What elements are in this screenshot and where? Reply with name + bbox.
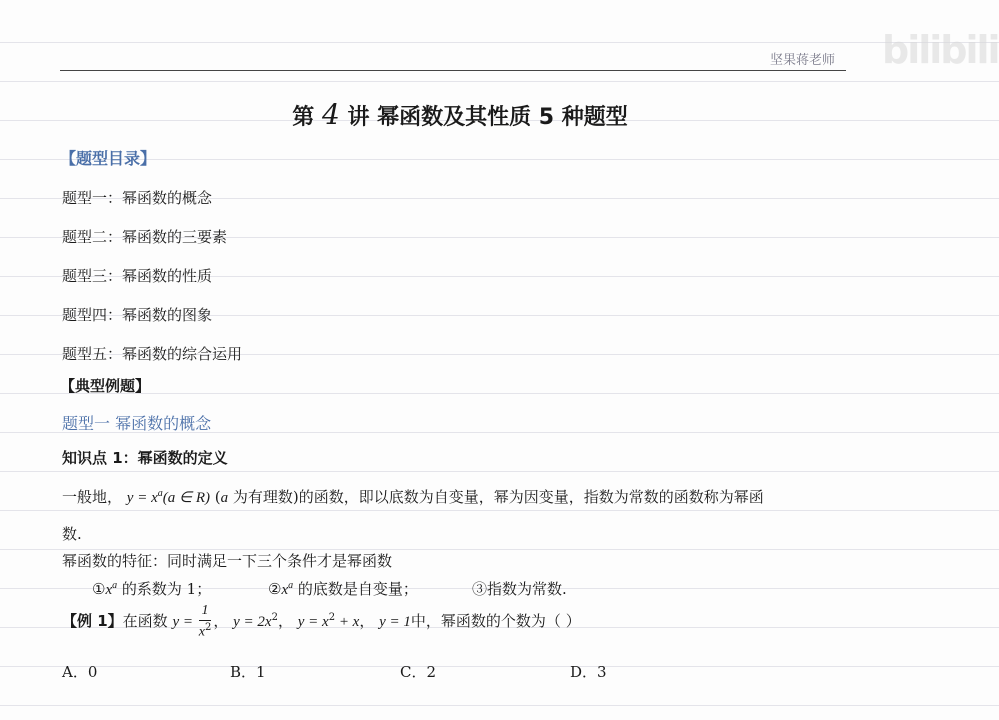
option-b: B．1 [230, 663, 266, 681]
denominator-exp: 2 [204, 622, 212, 633]
example-1-question: 中，幂函数的个数为（ ） [410, 611, 581, 630]
catalog-item-3: 题型三：幂函数的性质 [62, 267, 213, 285]
catalog-item-4: 题型四：幂函数的图象 [62, 306, 213, 324]
knowledge-point: 知识点 1：幂函数的定义 [62, 449, 228, 467]
condition-3: ③指数为常数. [472, 580, 567, 598]
example-1 [62, 604, 581, 640]
condition-1-mark: ① [92, 580, 106, 598]
condition-2-x: x [281, 582, 289, 598]
definition-intro: 一般地， [62, 488, 123, 506]
condition-2 [268, 578, 418, 599]
denominator-x: x [198, 624, 205, 640]
separator-2: ， [277, 611, 293, 630]
formula-eq: = [133, 490, 152, 506]
function-2-exp: 2 [271, 611, 278, 623]
option-c: C．2 [400, 663, 437, 681]
example-1-label: 【例 1】 [62, 611, 123, 630]
example-1-lead: 在函数 [122, 611, 168, 630]
formula-y: y [126, 490, 134, 506]
condition-2-mark: ② [268, 580, 282, 598]
paren-variable: a [220, 490, 229, 506]
condition-1-exp: a [112, 580, 118, 591]
function-2: y = 2x [233, 613, 272, 630]
condition-1-x: x [105, 582, 113, 598]
separator-3: ， [359, 611, 375, 630]
function-3-a: y = x [297, 613, 329, 630]
option-d: D．3 [570, 663, 607, 681]
fraction-denominator [199, 621, 212, 640]
function-1-fraction [199, 604, 212, 640]
definition-line [62, 486, 764, 507]
definition-continuation: 数. [62, 525, 82, 543]
title-prefix: 第 [292, 105, 315, 130]
title-suffix: 讲 幂函数及其性质 5 种题型 [347, 105, 628, 130]
paren-open: ( [210, 488, 221, 506]
function-3-exp: 2 [328, 611, 336, 623]
condition-1 [92, 578, 211, 599]
function-1-y: y = [172, 613, 197, 630]
separator-1: ， [213, 611, 229, 630]
teacher-name: 坚果蒋老师 [770, 52, 836, 67]
function-3-b: + x [335, 613, 360, 630]
title-number: 4 [321, 98, 340, 131]
watermark-logo: bilibili [882, 28, 999, 72]
fraction-numerator: 1 [199, 604, 212, 621]
header-rule [60, 70, 846, 71]
formula-exponent: a [157, 488, 163, 499]
formula-x: x [151, 490, 158, 506]
option-a: A．0 [62, 663, 98, 681]
catalog-item-5: 题型五：幂函数的综合运用 [62, 345, 243, 363]
page-title [0, 98, 920, 131]
type1-heading: 题型一 幂函数的概念 [62, 414, 212, 433]
condition-1-text: 的系数为 1； [117, 580, 212, 598]
features-intro: 幂函数的特征：同时满足一下三个条件才是幂函数 [62, 552, 393, 570]
condition-2-text: 的底数是自变量； [293, 580, 418, 598]
condition-2-exp: a [288, 580, 294, 591]
catalog-heading: 【题型目录】 [60, 149, 157, 168]
formula-condition: (a ∈ R) [162, 490, 210, 506]
function-4: y = 1 [379, 613, 411, 630]
catalog-item-2: 题型二：幂函数的三要素 [62, 228, 228, 246]
definition-rest: 为有理数)的函数，即以底数为自变量，幂为因变量，指数为常数的函数称为幂函 [228, 488, 764, 506]
examples-heading: 【典型例题】 [60, 377, 151, 395]
catalog-item-1: 题型一：幂函数的概念 [62, 189, 213, 207]
